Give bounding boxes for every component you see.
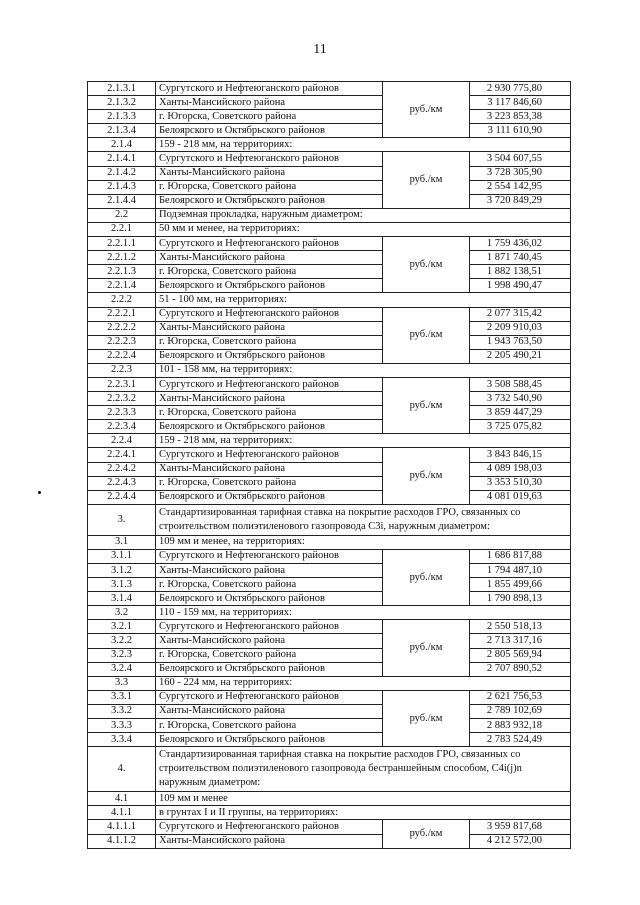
territory-name: г. Югорска, Советского района (156, 578, 383, 592)
row-number: 2.2.2.4 (88, 349, 156, 363)
table-row (88, 690, 571, 704)
table-row (88, 166, 571, 180)
section-row (88, 222, 571, 236)
table-row (88, 406, 571, 420)
table-row (88, 634, 571, 648)
rate-value: 2 554 142,95 (470, 180, 571, 194)
table-row (88, 719, 571, 733)
section-row (88, 535, 571, 549)
rate-value: 3 959 817,68 (470, 820, 571, 834)
row-number: 2.2.4 (88, 434, 156, 448)
row-number: 3.3.4 (88, 733, 156, 747)
rate-value: 1 855 499,66 (470, 578, 571, 592)
table-row (88, 820, 571, 834)
rate-value: 3 725 075,82 (470, 420, 571, 434)
row-number: 3.2.2 (88, 634, 156, 648)
table-row (88, 82, 571, 96)
territory-name: Ханты-Мансийского района (156, 321, 383, 335)
row-number: 3.3 (88, 676, 156, 690)
rate-value: 1 686 817,88 (470, 549, 571, 563)
territory-name: Сургутского и Нефтеюганского районов (156, 620, 383, 634)
territory-name: Ханты-Мансийского района (156, 251, 383, 265)
rate-value: 2 805 569,94 (470, 648, 571, 662)
row-number: 2.2 (88, 208, 156, 222)
row-number: 4.1.1.2 (88, 834, 156, 848)
rate-value: 3 117 846,60 (470, 96, 571, 110)
section-row (88, 363, 571, 377)
rate-value: 4 089 198,03 (470, 462, 571, 476)
row-number: 3.1.3 (88, 578, 156, 592)
section-title: в грунтах I и II группы, на территориях: (156, 806, 571, 820)
row-number: 2.2.1.1 (88, 237, 156, 251)
territory-name: Сургутского и Нефтеюганского районов (156, 690, 383, 704)
territory-name: Белоярского и Октябрьского районов (156, 592, 383, 606)
unit-cell: руб./км (383, 237, 470, 293)
table-row (88, 490, 571, 504)
section-title: 51 - 100 мм, на территориях: (156, 293, 571, 307)
table-row (88, 834, 571, 848)
row-number: 2.2.1.2 (88, 251, 156, 265)
row-number: 3.3.3 (88, 719, 156, 733)
row-number: 2.2.2.2 (88, 321, 156, 335)
rate-value: 1 759 436,02 (470, 237, 571, 251)
section-row (88, 293, 571, 307)
territory-name: Ханты-Мансийского района (156, 634, 383, 648)
territory-name: г. Югорска, Советского района (156, 476, 383, 490)
row-number: 3.2 (88, 606, 156, 620)
unit-cell: руб./км (383, 690, 470, 746)
rate-value: 3 508 588,45 (470, 377, 571, 391)
rate-value: 4 081 019,63 (470, 490, 571, 504)
table-row (88, 592, 571, 606)
rate-value: 2 883 932,18 (470, 719, 571, 733)
rate-value: 2 205 490,21 (470, 349, 571, 363)
territory-name: Сургутского и Нефтеюганского районов (156, 307, 383, 321)
table-row (88, 462, 571, 476)
section-row (88, 504, 571, 535)
section-title: Стандартизированная тарифная ставка на покрытие расходов ГРО, связанных со строительством полиэтиленового газопровода бестраншейным способом, С4i(j)n наружным диаметром: (156, 747, 571, 792)
row-number: 2.2.2 (88, 293, 156, 307)
rate-value: 1 998 490,47 (470, 279, 571, 293)
table-row (88, 237, 571, 251)
row-number: 2.2.3.3 (88, 406, 156, 420)
margin-dot (38, 491, 41, 494)
table-row (88, 321, 571, 335)
section-row (88, 792, 571, 806)
section-title: 109 мм и менее (156, 792, 571, 806)
territory-name: Сургутского и Нефтеюганского районов (156, 152, 383, 166)
table-row (88, 194, 571, 208)
table-row (88, 349, 571, 363)
table-row (88, 704, 571, 718)
table-row (88, 180, 571, 194)
unit-cell: руб./км (383, 82, 470, 138)
territory-name: Белоярского и Октябрьского районов (156, 349, 383, 363)
row-number: 2.2.3.1 (88, 377, 156, 391)
table-row (88, 620, 571, 634)
section-row (88, 606, 571, 620)
row-number: 3.3.2 (88, 704, 156, 718)
rate-value: 3 223 853,38 (470, 110, 571, 124)
territory-name: Ханты-Мансийского района (156, 392, 383, 406)
section-title: 109 мм и менее, на территориях: (156, 535, 571, 549)
table-row (88, 152, 571, 166)
unit-cell: руб./км (383, 448, 470, 504)
territory-name: Белоярского и Октябрьского районов (156, 194, 383, 208)
rate-value: 2 621 756,53 (470, 690, 571, 704)
row-number: 4.1.1 (88, 806, 156, 820)
table-row (88, 420, 571, 434)
row-number: 2.1.4 (88, 138, 156, 152)
unit-cell: руб./км (383, 377, 470, 433)
row-number: 2.2.1 (88, 222, 156, 236)
rate-value: 4 212 572,00 (470, 834, 571, 848)
row-number: 3.1 (88, 535, 156, 549)
rate-value: 3 732 540,90 (470, 392, 571, 406)
rate-value: 3 859 447,29 (470, 406, 571, 420)
territory-name: Ханты-Мансийского района (156, 96, 383, 110)
territory-name: Сургутского и Нефтеюганского районов (156, 82, 383, 96)
rate-value: 1 871 740,45 (470, 251, 571, 265)
row-number: 2.1.3.1 (88, 82, 156, 96)
table-row (88, 733, 571, 747)
table-row (88, 662, 571, 676)
rate-value: 2 550 518,13 (470, 620, 571, 634)
territory-name: Белоярского и Октябрьского районов (156, 662, 383, 676)
row-number: 2.1.3.2 (88, 96, 156, 110)
territory-name: Сургутского и Нефтеюганского районов (156, 549, 383, 563)
rate-value: 2 789 102,69 (470, 704, 571, 718)
territory-name: Белоярского и Октябрьского районов (156, 124, 383, 138)
territory-name: Ханты-Мансийского района (156, 704, 383, 718)
row-number: 2.1.4.3 (88, 180, 156, 194)
table-row (88, 307, 571, 321)
table-row (88, 279, 571, 293)
rate-value: 2 713 317,16 (470, 634, 571, 648)
section-row (88, 138, 571, 152)
rate-value: 3 353 510,30 (470, 476, 571, 490)
table-row (88, 377, 571, 391)
row-number: 3.1.2 (88, 564, 156, 578)
row-number: 2.2.3 (88, 363, 156, 377)
territory-name: Белоярского и Октябрьского районов (156, 490, 383, 504)
unit-cell: руб./км (383, 820, 470, 848)
table-row (88, 648, 571, 662)
row-number: 3.2.1 (88, 620, 156, 634)
rate-value: 1 882 138,51 (470, 265, 571, 279)
row-number: 2.2.4.1 (88, 448, 156, 462)
page-number: 11 (313, 42, 327, 57)
territory-name: Сургутского и Нефтеюганского районов (156, 377, 383, 391)
section-row (88, 434, 571, 448)
table-row (88, 476, 571, 490)
table-row (88, 265, 571, 279)
row-number: 2.2.3.4 (88, 420, 156, 434)
tariff-table (87, 81, 571, 849)
section-title: 110 - 159 мм, на территориях: (156, 606, 571, 620)
rate-value: 1 790 898,13 (470, 592, 571, 606)
table-row (88, 335, 571, 349)
territory-name: Сургутского и Нефтеюганского районов (156, 820, 383, 834)
row-number: 3.2.4 (88, 662, 156, 676)
rate-value: 2 707 890,52 (470, 662, 571, 676)
rate-value: 3 111 610,90 (470, 124, 571, 138)
unit-cell: руб./км (383, 152, 470, 208)
territory-name: Ханты-Мансийского района (156, 834, 383, 848)
territory-name: Сургутского и Нефтеюганского районов (156, 448, 383, 462)
table-row (88, 251, 571, 265)
row-number: 3.1.4 (88, 592, 156, 606)
section-title: 101 - 158 мм, на территориях: (156, 363, 571, 377)
row-number: 4.1.1.1 (88, 820, 156, 834)
row-number: 4.1 (88, 792, 156, 806)
rate-value: 1 794 487,10 (470, 564, 571, 578)
table-row (88, 96, 571, 110)
row-number: 2.2.2.3 (88, 335, 156, 349)
rate-value: 2 930 775,80 (470, 82, 571, 96)
territory-name: Сургутского и Нефтеюганского районов (156, 237, 383, 251)
section-title: 50 мм и менее, на территориях: (156, 222, 571, 236)
row-number: 3.1.1 (88, 549, 156, 563)
row-number: 2.2.2.1 (88, 307, 156, 321)
territory-name: г. Югорска, Советского района (156, 648, 383, 662)
row-number: 2.2.1.3 (88, 265, 156, 279)
territory-name: г. Югорска, Советского района (156, 265, 383, 279)
section-row (88, 208, 571, 222)
row-number: 4. (88, 747, 156, 792)
territory-name: г. Югорска, Советского района (156, 180, 383, 194)
row-number: 2.2.1.4 (88, 279, 156, 293)
unit-cell: руб./км (383, 549, 470, 605)
row-number: 2.1.3.4 (88, 124, 156, 138)
table-row (88, 110, 571, 124)
section-title: Подземная прокладка, наружным диаметром: (156, 208, 571, 222)
territory-name: Белоярского и Октябрьского районов (156, 420, 383, 434)
table-row (88, 124, 571, 138)
row-number: 3.3.1 (88, 690, 156, 704)
rate-value: 3 720 849,29 (470, 194, 571, 208)
section-title: Стандартизированная тарифная ставка на покрытие расходов ГРО, связанных со строительством полиэтиленового газопровода С3i, наружным диаметром: (156, 504, 571, 535)
table-row (88, 392, 571, 406)
table-row (88, 578, 571, 592)
table-row (88, 549, 571, 563)
territory-name: г. Югорска, Советского района (156, 719, 383, 733)
row-number: 2.2.3.2 (88, 392, 156, 406)
row-number: 2.1.4.1 (88, 152, 156, 166)
territory-name: Ханты-Мансийского района (156, 166, 383, 180)
row-number: 2.2.4.2 (88, 462, 156, 476)
row-number: 3.2.3 (88, 648, 156, 662)
section-row (88, 747, 571, 792)
territory-name: г. Югорска, Советского района (156, 110, 383, 124)
territory-name: г. Югорска, Советского района (156, 406, 383, 420)
table-row (88, 448, 571, 462)
territory-name: Ханты-Мансийского района (156, 462, 383, 476)
rate-value: 2 783 524,49 (470, 733, 571, 747)
territory-name: Ханты-Мансийского района (156, 564, 383, 578)
rate-value: 1 943 763,50 (470, 335, 571, 349)
territory-name: г. Югорска, Советского района (156, 335, 383, 349)
row-number: 2.1.4.4 (88, 194, 156, 208)
section-row (88, 676, 571, 690)
section-title: 159 - 218 мм, на территориях: (156, 434, 571, 448)
row-number: 2.1.4.2 (88, 166, 156, 180)
row-number: 2.2.4.4 (88, 490, 156, 504)
table-row (88, 564, 571, 578)
rate-value: 2 077 315,42 (470, 307, 571, 321)
territory-name: Белоярского и Октябрьского районов (156, 733, 383, 747)
row-number: 2.1.3.3 (88, 110, 156, 124)
territory-name: Белоярского и Октябрьского районов (156, 279, 383, 293)
unit-cell: руб./км (383, 307, 470, 363)
tariff-table-body (88, 82, 571, 849)
unit-cell: руб./км (383, 620, 470, 676)
row-number: 3. (88, 504, 156, 535)
rate-value: 2 209 910,03 (470, 321, 571, 335)
rate-value: 3 728 305,90 (470, 166, 571, 180)
rate-value: 3 504 607,55 (470, 152, 571, 166)
section-title: 160 - 224 мм, на территориях: (156, 676, 571, 690)
section-row (88, 806, 571, 820)
row-number: 2.2.4.3 (88, 476, 156, 490)
rate-value: 3 843 846,15 (470, 448, 571, 462)
section-title: 159 - 218 мм, на территориях: (156, 138, 571, 152)
